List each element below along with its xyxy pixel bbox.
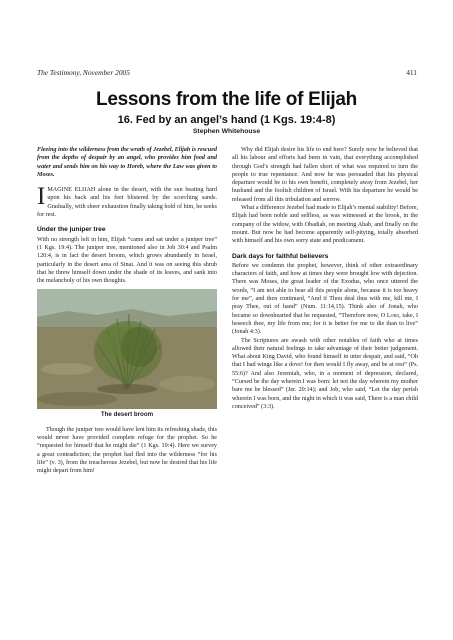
section-heading-dark-days: Dark days for faithful believers: [232, 252, 329, 260]
intro-text: MAGINE ELIJAH alone in the desert, with the sun beating hard upon his back and his feet blistered by the scorching sands. Gradually, with sheer exhaustion finally taking hold of him, he seeks for rest.: [37, 187, 217, 219]
lord-small-caps: Lord: [386, 312, 400, 319]
left-column: [37, 146, 217, 476]
right-paragraph-1: Why did Elijah desire his life to end here? Surely now he believed that all his labour and efforts had been in vain, that everything accomplished through God’s strength had fallen short of what was required to turn the people to true repentance. And now he was persuaded that his physical departure would be to his own benefit, completely away from Jezebel, her husband and the foolish children of Israel. With his departure he would be released from all this tribulation and sorrow.: [232, 147, 418, 203]
right-paragraph-2: What a difference Jezebel had made to Elijah’s mental stability! Before, Elijah had been noble and selfless, as was witnessed at the brook, in the company of the widow, with Obadiah, on meeting Ahab, and finally on the mount. But now he had become apparently self-pitying, totally absorbed with himself and his own sorry state and predicament.: [232, 205, 418, 245]
author-byline: Stephen Whitehouse: [192, 128, 261, 135]
article-subtitle: 16. Fed by an angel’s hand (1 Kgs. 19:4-8): [117, 114, 336, 126]
right-paragraph-3-part-a: Before we condemn the prophet, however, think of other extraordinary characters of faith, and how at times they were brought low with dejection. There was Moses, the great leader of the Exodus, who once uttered the words, “I am not able to bear all this people alone, because it is too heavy for me”, and then continued, “And if Thou deal thus with me, kill me, I pray Thee, out of hand” (Num. 11:14,15). Think also of Jonah, who became so downhearted that he requested, “Therefore now, O: [232, 262, 418, 319]
right-column: [232, 146, 418, 411]
page-number: 411: [406, 68, 417, 77]
desert-broom-image: [37, 289, 217, 409]
journal-name: The Testimony, November 2005: [37, 68, 130, 77]
right-paragraph-3: [232, 262, 418, 337]
juniper-paragraph: With no strength left in him, Elijah “came and sat under a juniper tree” (1 Kgs. 19:4). The juniper tree, mentioned also in Job 30:4 and Psalm 120:4, is in fact the desert broom, which grows abundantly in Israel, particularly in the desert area of Sinai. And it was on seeing this shrub that he threw himself down under the shade of its leaves, and sank into the melancholy of his own thoughts.: [37, 236, 217, 285]
lead-paragraph: Fleeing into the wilderness from the wrath of Jezebel, Elijah is rescued from the depths of despair by an angel, who provides him food and water and sends him on his way to Horeb, where the Law was given to Moses.: [37, 147, 217, 178]
drop-cap: I: [37, 183, 46, 211]
right-paragraph-3-part-b: , take, I beseech thee, my life from me; for it is better for me to die than to live” (Jonah 4:3).: [232, 312, 418, 336]
left-paragraph-2: Though the juniper tree would have lent him its refreshing shade, this would never have provided complete refuge for the prophet. So he “requested for himself that he might die” (1 Kgs. 19:4). Here we survey a great contradiction; the prophet had fled into the wilderness “for his life” (v. 3), from the treacherous Jezebel, but now he desired that his life might depart from him!: [37, 426, 217, 475]
section-heading-juniper: Under the juniper tree: [37, 226, 106, 234]
desert-broom-photo: [37, 289, 217, 409]
right-paragraph-4: The Scriptures are awash with other notables of faith who at times allowed their natural feelings to take advantage of their better judgement. What about King David, who found himself in utter despair, and said, “Oh that I had wings like a dove! for then would I fly away, and be at rest” (Ps. 55:6)? And also Jeremiah, who, in a moment of depression, declared, “Cursed be the day wherein I was born: let not the day wherein my mother bare me be blessed” (Jer. 20:14); and Job, who said, “Let the day perish wherein I was born, and the night in which it was said, There is a man child conceived” (3:3).: [232, 337, 418, 410]
article-title: Lessons from the life of Elijah: [96, 89, 357, 110]
photo-caption: The desert broom: [100, 411, 154, 419]
running-header: [37, 68, 417, 80]
intro-paragraph: [37, 183, 217, 219]
